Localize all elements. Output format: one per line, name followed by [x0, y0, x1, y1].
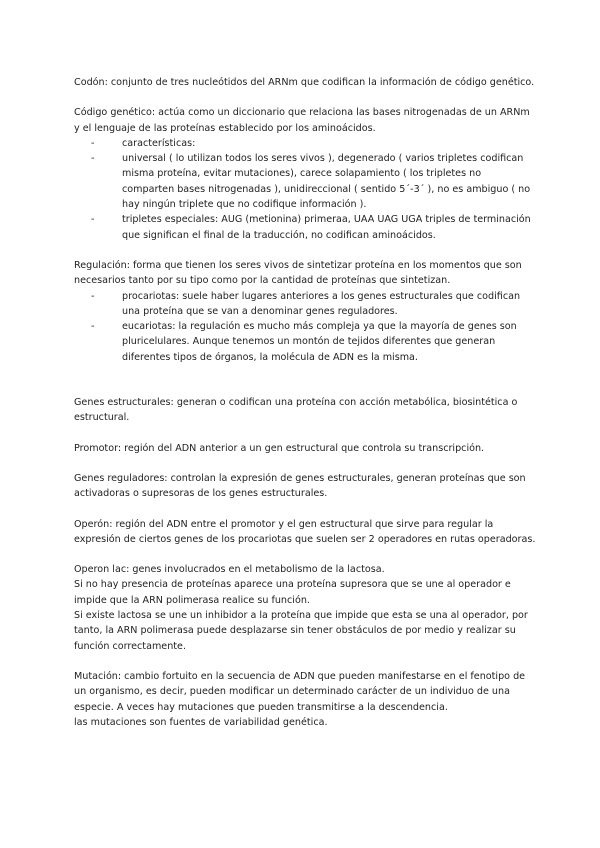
list-item: - universal ( lo utilizan todos los seres vivos ), degenerado ( varios tripletes codifican misma proteína, evitar mutaciones), carece solapamiento ( los tripletes no comparten bases nitrogenadas ), unidireccional ( sentido 5´-3´ ), no es ambiguo ( no hay ningún triplete que no codifique información ). — [89, 151, 536, 212]
regulacion-list — [74, 289, 536, 365]
genes-estructurales-definition: Genes estructurales: generan o codifican una proteína con acción metabólica, biosintética o estructural. — [74, 397, 518, 424]
operon-lac-title: Operon lac: genes involucrados en el metabolismo de la lactosa. — [74, 564, 385, 576]
codigo-genetico-definition: Código genético: actúa como un diccionario que relaciona las bases nitrogenadas de un ARNm y el lenguaje de las proteínas establecido por los aminoácidos. — [74, 107, 530, 134]
operon-lac-paragraph: Si existe lactosa se une un inhibidor a la proteína que impide que esta se una al operador, por tanto, la ARN polimerasa puede desplazarse sin tener obstáculos de por medio y realizar su función correctamente. — [74, 610, 528, 652]
codon-definition: Codón: conjunto de tres nucleótidos del ARNm que codifican la información de código genético. — [74, 77, 535, 88]
list-item: - tripletes especiales: AUG (metionina) primeraa, UAA UAG UGA triples de terminación que significan el final de la traducción, no codifican aminoácidos. — [89, 212, 536, 243]
operon-lac-paragraph: Si no hay presencia de proteínas aparece una proteína supresora que se une al operador e impide que la ARN polimerasa realice su función. — [74, 579, 511, 606]
regulacion-definition: Regulación: forma que tienen los seres vivos de sintetizar proteína en los momentos que son necesarios tanto por su tipo como por la cantidad de proteínas que sintetizan. — [74, 259, 522, 287]
genes-reguladores-definition: Genes reguladores: controlan la expresión de genes estructurales, generan proteínas que son activadoras o supresoras de los genes estructurales. — [74, 472, 526, 500]
document-body — [74, 75, 536, 730]
operon-definition: Operón: región del ADN entre el promotor y el gen estructural que sirve para regular la expresión de ciertos genes de los procariotas que suelen ser 2 operadores en rutas operadoras. — [74, 518, 536, 545]
list-item: - eucariotas: la regulación es mucho más compleja ya que la mayoría de genes son pluricelulares. Aunque tenemos un montón de tejidos diferentes que generan diferentes tipos de órganos, la molécula de ADN es la misma. — [89, 319, 536, 365]
list-item: - características: — [89, 136, 536, 151]
mutacion-definition: Mutación: cambio fortuito en la secuencia de ADN que pueden manifestarse en el fenotipo de un organismo, es decir, pueden modificar un determinado carácter de un individuo de una especie. A veces hay mutaciones que pueden transmitirse a la descendencia. — [74, 670, 526, 713]
mutacion-note: las mutaciones son fuentes de variabilidad genética. — [74, 716, 328, 728]
promotor-definition: Promotor: región del ADN anterior a un gen estructural que controla su transcripción. — [74, 442, 485, 454]
list-item: - procariotas: suele haber lugares anteriores a los genes estructurales que codifican una proteína que se van a denominar genes reguladores. — [89, 289, 536, 320]
codigo-genetico-list — [74, 136, 536, 243]
